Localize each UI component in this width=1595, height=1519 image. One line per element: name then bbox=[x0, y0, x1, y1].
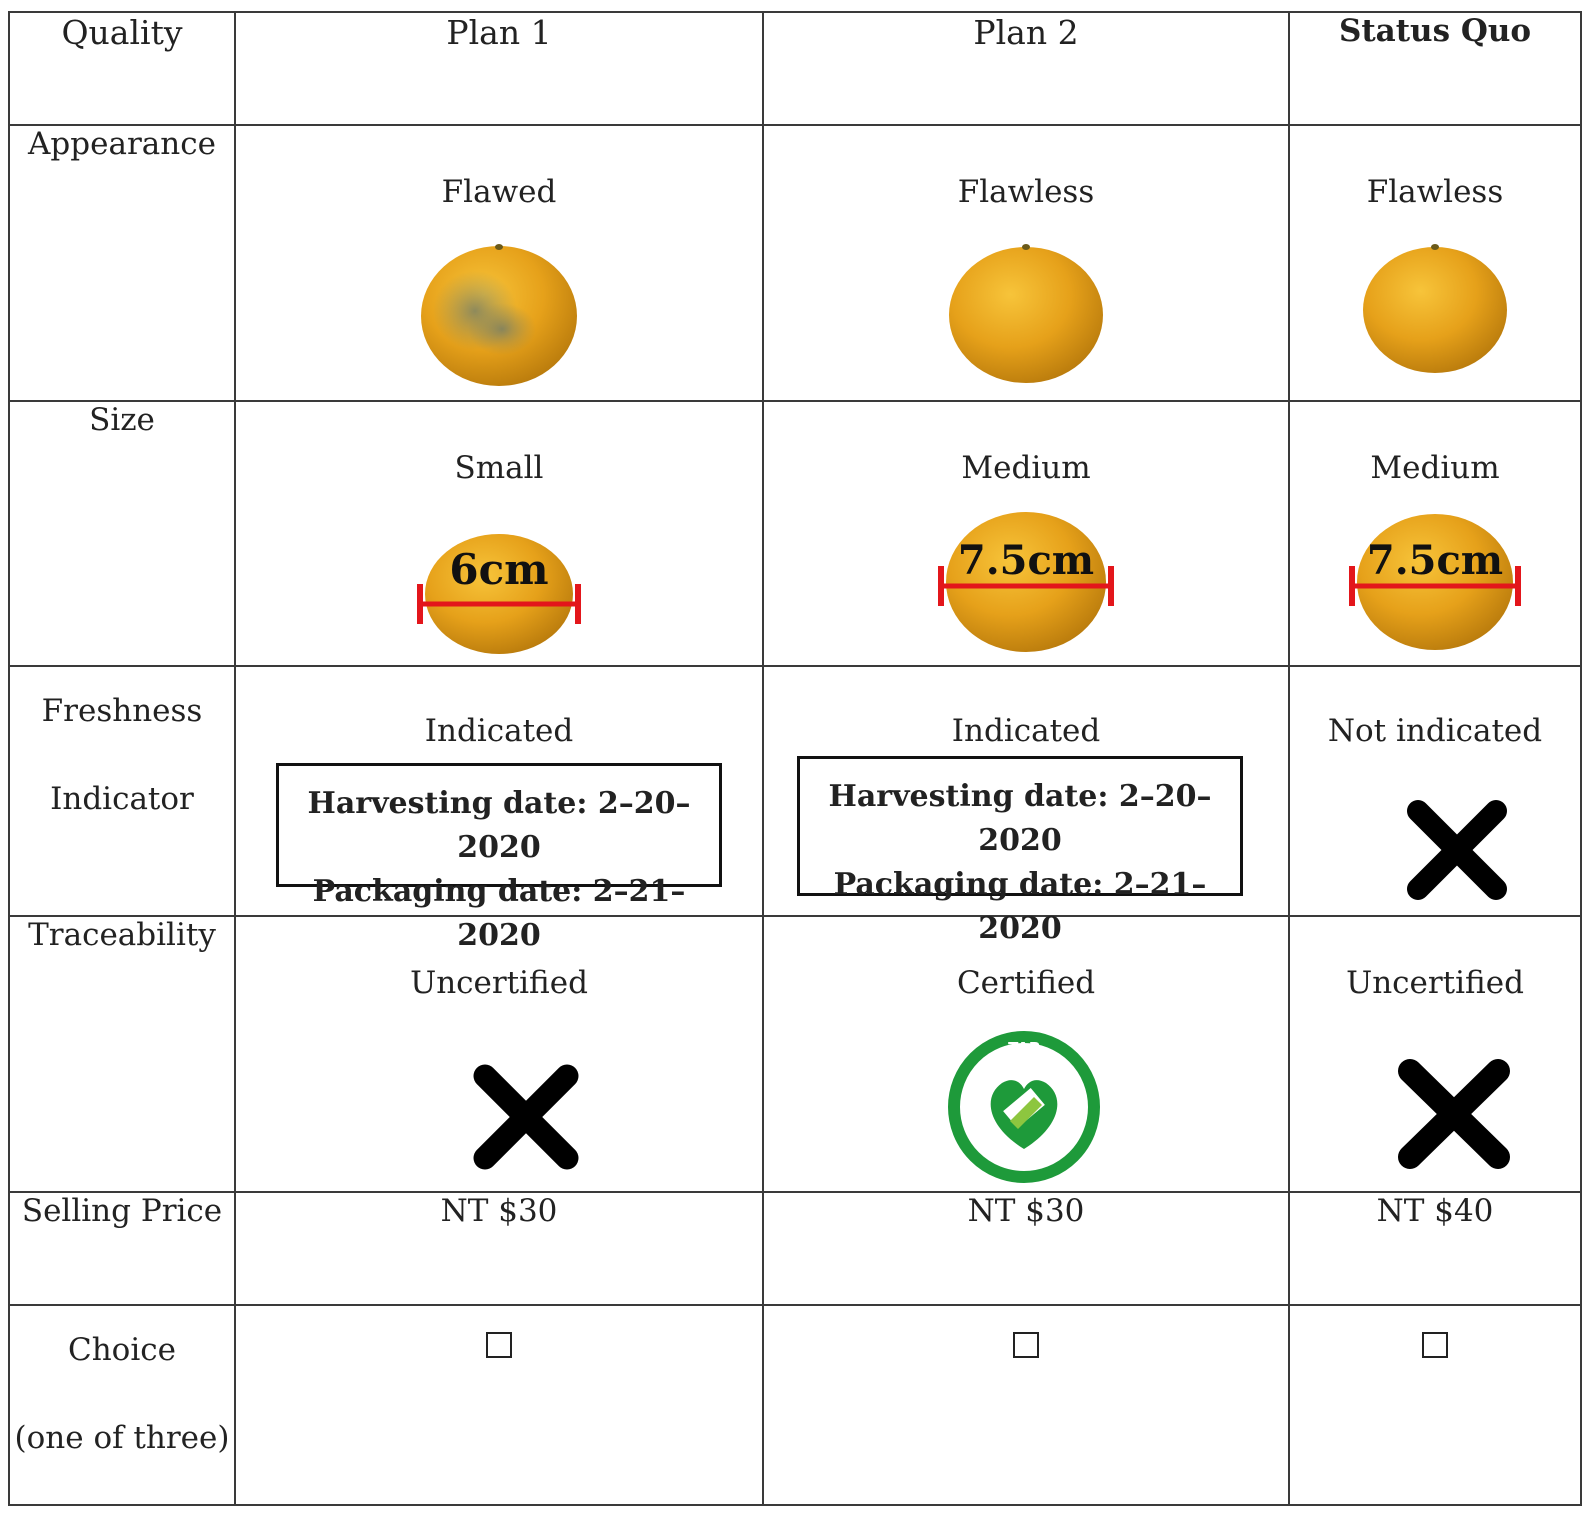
header-plan-2: Plan 2 bbox=[973, 13, 1079, 52]
date-label-box bbox=[276, 763, 722, 953]
harvesting-date: Harvesting date: 2–20–2020 bbox=[828, 779, 1212, 858]
price-status-quo: NT $40 bbox=[1376, 1193, 1494, 1229]
header-plan-1: Plan 1 bbox=[446, 13, 552, 52]
choice-row bbox=[9, 1305, 1581, 1505]
size-row bbox=[9, 401, 1581, 666]
choice-checkbox-plan-2[interactable] bbox=[1013, 1332, 1039, 1358]
choice-experiment-table bbox=[8, 11, 1582, 1506]
medium-orange-measure-image bbox=[1347, 510, 1523, 654]
size-status-quo: Medium bbox=[1370, 450, 1500, 486]
traceability-plan-1: Uncertified bbox=[410, 965, 588, 1001]
header-status-quo: Status Quo bbox=[1338, 13, 1532, 49]
appearance-status-quo: Flawless bbox=[1366, 174, 1504, 210]
price-label: Selling Price bbox=[21, 1193, 223, 1229]
traceability-row bbox=[9, 916, 1581, 1192]
header-quality: Quality bbox=[61, 13, 183, 52]
measure-label: 6cm bbox=[449, 545, 549, 594]
choice-label-line2: (one of three) bbox=[14, 1420, 230, 1456]
cross-icon bbox=[472, 1063, 580, 1171]
price-row bbox=[9, 1192, 1581, 1305]
freshness-status-quo: Not indicated bbox=[1327, 713, 1543, 749]
freshness-label-line1: Freshness bbox=[41, 693, 203, 729]
size-plan-2: Medium bbox=[961, 450, 1091, 486]
flawless-orange-image bbox=[945, 241, 1107, 385]
traceability-label: Traceability bbox=[28, 917, 216, 953]
date-label-box bbox=[797, 756, 1243, 946]
freshness-label-line2: Indicator bbox=[50, 781, 194, 817]
appearance-plan-2: Flawless bbox=[957, 174, 1095, 210]
choice-label-line1: Choice bbox=[68, 1332, 176, 1368]
small-orange-measure-image bbox=[414, 532, 584, 656]
flawless-orange-image bbox=[1360, 241, 1510, 375]
choice-checkbox-status-quo[interactable] bbox=[1422, 1332, 1448, 1358]
harvesting-date: Harvesting date: 2–20–2020 bbox=[307, 786, 691, 865]
packaging-date: Packaging date: 2–21–2020 bbox=[833, 867, 1207, 946]
tap-logo-text: TAP bbox=[1008, 1039, 1040, 1057]
medium-orange-measure-image bbox=[936, 510, 1116, 656]
size-plan-1: Small bbox=[454, 450, 544, 486]
cross-icon bbox=[1396, 1057, 1512, 1171]
freshness-row bbox=[9, 666, 1581, 916]
freshness-plan-2: Indicated bbox=[951, 713, 1101, 749]
size-label: Size bbox=[89, 402, 155, 438]
freshness-plan-1: Indicated bbox=[424, 713, 574, 749]
flawed-orange-image bbox=[417, 241, 581, 387]
choice-checkbox-plan-1[interactable] bbox=[486, 1332, 512, 1358]
header-row bbox=[9, 12, 1581, 125]
cross-icon bbox=[1406, 799, 1508, 901]
packaging-date: Packaging date: 2–21–2020 bbox=[312, 874, 686, 953]
appearance-label: Appearance bbox=[28, 126, 216, 162]
measure-label: 7.5cm bbox=[1366, 537, 1504, 584]
appearance-row bbox=[9, 125, 1581, 401]
measure-label: 7.5cm bbox=[957, 537, 1095, 584]
price-plan-1: NT $30 bbox=[440, 1193, 558, 1229]
traceability-status-quo: Uncertified bbox=[1346, 965, 1524, 1001]
price-plan-2: NT $30 bbox=[967, 1193, 1085, 1229]
tap-logo-icon bbox=[948, 1031, 1100, 1183]
appearance-plan-1: Flawed bbox=[441, 174, 557, 210]
traceability-plan-2: Certified bbox=[956, 965, 1096, 1001]
